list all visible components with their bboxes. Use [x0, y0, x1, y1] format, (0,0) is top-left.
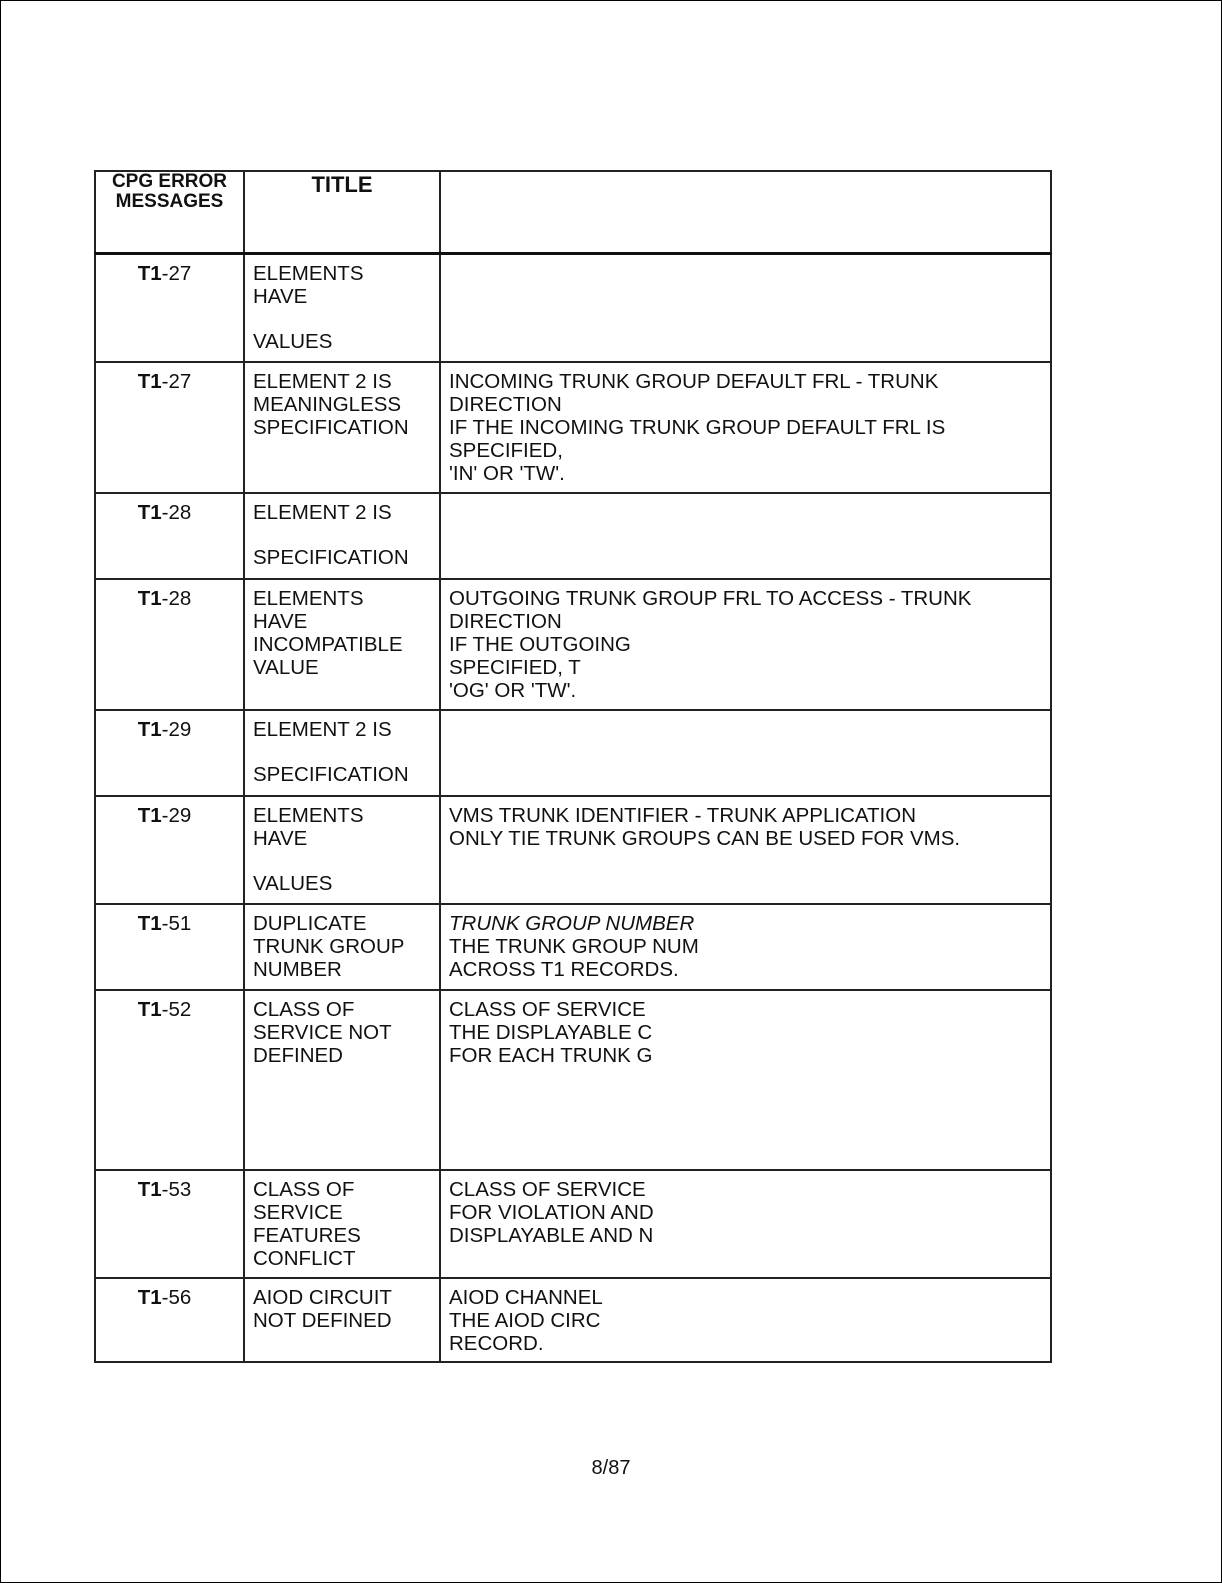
error-code-cell: [95, 1170, 244, 1278]
error-description-line: IF THE INCOMING TRUNK GROUP DEFAULT FRL IS: [449, 415, 946, 439]
error-description-line: THE AIOD CIRC: [449, 1308, 601, 1332]
error-code-number: -27: [161, 369, 192, 393]
table-row: [95, 710, 1051, 796]
table-row: [95, 990, 1051, 1170]
error-code-prefix: T1: [137, 1177, 162, 1201]
error-code-cell: [95, 579, 244, 710]
error-description-cell: [440, 493, 1051, 579]
error-title-cell: [244, 493, 440, 579]
error-description-line: RECORD.: [449, 1331, 544, 1355]
error-title-line: HAVE: [253, 609, 308, 633]
error-description-line: CLASS OF SERVICE: [449, 1177, 646, 1201]
error-title-line: NUMBER: [253, 957, 342, 981]
table-row: [95, 1278, 1051, 1362]
error-description-cell: [440, 254, 1051, 362]
error-code-prefix: T1: [137, 500, 162, 524]
error-messages-table: [94, 170, 1052, 1363]
error-description-line: IF THE OUTGOING: [449, 632, 631, 656]
error-code-number: -51: [161, 911, 192, 935]
error-description-line: ONLY TIE TRUNK GROUPS CAN BE USED FOR VMS.: [449, 826, 961, 850]
error-description-cell: [440, 796, 1051, 904]
error-code-prefix: T1: [137, 369, 162, 393]
error-title-cell: [244, 362, 440, 493]
error-description-cell: [440, 579, 1051, 710]
error-description-cell: [440, 1170, 1051, 1278]
error-code-cell: [95, 254, 244, 362]
error-code-prefix: T1: [137, 717, 162, 741]
header-error-messages: [95, 171, 244, 254]
table-row: [95, 1170, 1051, 1278]
error-title-line: [253, 741, 431, 763]
error-description-line: SPECIFIED,: [449, 438, 563, 462]
error-code-number: -28: [161, 500, 192, 524]
error-title-cell: [244, 1278, 440, 1362]
error-code-number: -29: [161, 717, 192, 741]
error-title-cell: [244, 710, 440, 796]
error-title-line: SERVICE: [253, 1200, 343, 1224]
table-row: [95, 904, 1051, 990]
error-description-line: DIRECTION: [449, 392, 562, 416]
error-title-line: SPECIFICATION: [253, 762, 409, 786]
error-description-line: OUTGOING TRUNK GROUP FRL TO ACCESS - TRUNK: [449, 586, 972, 610]
error-title-line: CLASS OF: [253, 997, 355, 1021]
error-title-line: ELEMENT 2 IS: [253, 717, 392, 741]
error-code-cell: [95, 493, 244, 579]
error-code-prefix: T1: [137, 262, 162, 285]
error-title-line: ELEMENTS: [253, 586, 364, 610]
error-title-line: ELEMENT 2 IS: [253, 369, 392, 393]
error-description-line: ACROSS T1 RECORDS.: [449, 957, 679, 981]
error-description-cell: [440, 1278, 1051, 1362]
error-title-cell: [244, 1170, 440, 1278]
error-title-line: HAVE: [253, 826, 308, 850]
error-code-cell: [95, 710, 244, 796]
error-title-line: DUPLICATE: [253, 911, 367, 935]
error-code-prefix: T1: [137, 1285, 162, 1309]
error-title-cell: [244, 579, 440, 710]
error-title-line: INCOMPATIBLE: [253, 632, 403, 656]
error-title-line: HAVE: [253, 285, 308, 308]
error-description-line: FOR EACH TRUNK G: [449, 1043, 653, 1067]
error-title-line: SPECIFICATION: [253, 415, 409, 439]
header-description: [440, 171, 1051, 254]
error-title-line: DEFINED: [253, 1043, 343, 1067]
error-code-number: -56: [161, 1285, 192, 1309]
error-code-number: -29: [161, 803, 192, 827]
error-title-line: SPECIFICATION: [253, 545, 409, 569]
error-code-cell: [95, 796, 244, 904]
error-title-line: CLASS OF: [253, 1177, 355, 1201]
error-description-cell: [440, 710, 1051, 796]
table-header-row: [95, 171, 1051, 254]
error-code-prefix: T1: [137, 911, 162, 935]
table-row: [95, 493, 1051, 579]
error-code-number: -27: [161, 262, 192, 285]
header-title: TITLE: [244, 171, 440, 254]
error-code-prefix: T1: [137, 803, 162, 827]
error-code-number: -28: [161, 586, 192, 610]
error-description-cell: [440, 904, 1051, 990]
error-description-line: DIRECTION: [449, 609, 562, 633]
error-title-cell: [244, 796, 440, 904]
error-description-line: DISPLAYABLE AND N: [449, 1223, 654, 1247]
error-code-prefix: T1: [137, 997, 162, 1021]
error-code-number: -53: [161, 1177, 192, 1201]
error-description-line: FOR VIOLATION AND: [449, 1200, 654, 1224]
header-code-line-2: MESSAGES: [115, 191, 224, 212]
error-description-line: SPECIFIED, T: [449, 655, 581, 679]
table-row: [95, 254, 1051, 362]
header-code-line-1: CPG ERROR: [111, 171, 228, 192]
error-description-line: 'IN' OR 'TW'.: [449, 461, 565, 485]
error-description-line: THE DISPLAYABLE C: [449, 1020, 653, 1044]
error-title-cell: [244, 990, 440, 1170]
error-code-cell: [95, 362, 244, 493]
error-title-line: [253, 308, 431, 330]
error-title-line: SERVICE NOT: [253, 1020, 392, 1044]
table-body: [95, 254, 1051, 1362]
error-title-cell: [244, 254, 440, 362]
error-code-cell: [95, 1278, 244, 1362]
error-title-line: ELEMENTS: [253, 262, 364, 285]
error-code-cell: [95, 990, 244, 1170]
error-title-line: TRUNK GROUP: [253, 934, 405, 958]
error-description-line: CLASS OF SERVICE: [449, 997, 646, 1021]
table-row: [95, 796, 1051, 904]
error-description-line: VMS TRUNK IDENTIFIER - TRUNK APPLICATION: [449, 803, 917, 827]
error-code-cell: [95, 904, 244, 990]
error-description-cell: [440, 362, 1051, 493]
error-title-line: NOT DEFINED: [253, 1308, 392, 1332]
page-number: 8/87: [591, 1457, 631, 1479]
error-title-line: VALUE: [253, 655, 319, 679]
error-title-line: VALUES: [253, 330, 333, 353]
table-row: [95, 362, 1051, 493]
error-code-prefix: T1: [137, 586, 162, 610]
error-title-line: FEATURES: [253, 1223, 361, 1247]
error-description-line: THE TRUNK GROUP NUM: [449, 934, 699, 958]
error-title-line: [253, 524, 431, 546]
error-title-cell: [244, 904, 440, 990]
error-title-line: ELEMENTS: [253, 803, 364, 827]
error-code-number: -52: [161, 997, 192, 1021]
table-row: [95, 579, 1051, 710]
error-description-line: INCOMING TRUNK GROUP DEFAULT FRL - TRUNK: [449, 369, 939, 393]
error-description-line: TRUNK GROUP NUMBER: [449, 911, 695, 935]
error-title-line: AIOD CIRCUIT: [253, 1285, 392, 1309]
error-title-line: ELEMENT 2 IS: [253, 500, 392, 524]
error-description-cell: [440, 990, 1051, 1170]
error-title-line: VALUES: [253, 871, 333, 895]
error-title-line: CONFLICT: [253, 1246, 356, 1270]
error-description-line: AIOD CHANNEL: [449, 1285, 603, 1309]
error-description-line: 'OG' OR 'TW'.: [449, 678, 577, 702]
error-title-line: [253, 850, 431, 872]
error-title-line: MEANINGLESS: [253, 392, 402, 416]
